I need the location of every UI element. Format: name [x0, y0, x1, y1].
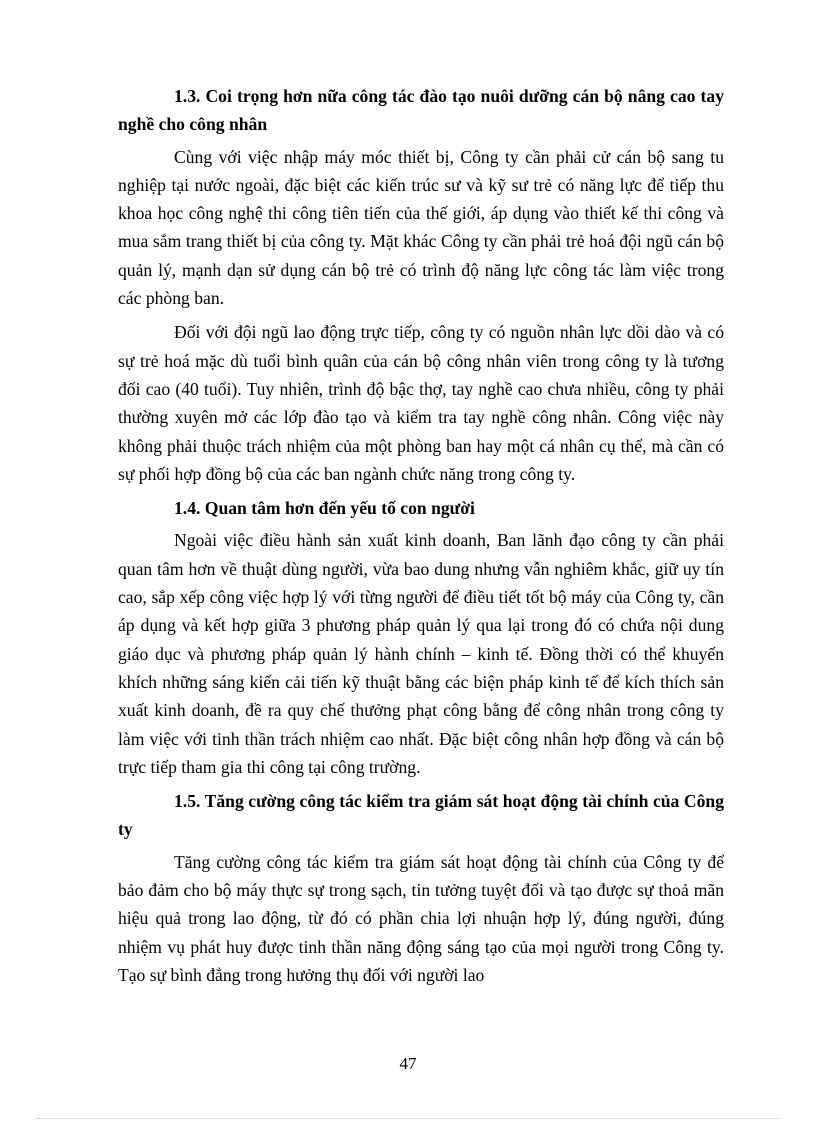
section-1-4	[118, 494, 724, 781]
section-1-3	[118, 82, 724, 488]
section-heading: 1.4. Quan tâm hơn đến yếu tố con người	[174, 498, 475, 519]
section-heading: 1.3. Coi trọng hơn nữa công tác đào tạo nuôi dưỡng cán bộ nâng cao tay nghề cho công nhân	[118, 86, 724, 135]
paragraph: Đối với đội ngũ lao động trực tiếp, công ty có nguồn nhân lực dồi dào và có sự trẻ hoá mặc dù tuổi bình quân của cán bộ công nhân viên trong công ty là tương đối cao (40 tuổi). Tuy nhiên, trình độ bậc thợ, tay nghề cao chưa nhiều, công ty phải thường xuyên mở các lớp đào tạo và kiểm tra tay nghề công nhân. Công việc này không phải thuộc trách nhiệm của một phòng ban hay một cá nhân cụ thể, mà cần có sự phối hợp đồng bộ của các ban ngành chức năng trong công ty.	[118, 322, 724, 484]
paragraph: Cùng với việc nhập máy móc thiết bị, Công ty cần phải cử cán bộ sang tu nghiệp tại nước ngoài, đặc biệt các kiến trúc sư và kỹ sư trẻ có năng lực để tiếp thu khoa học công nghệ thi công tiên tiến của thế giới, áp dụng vào thiết kế thi công và mua sắm trang thiết bị của công ty. Mặt khác Công ty cần phải trẻ hoá đội ngũ cán bộ quản lý, mạnh dạn sử dụng cán bộ trẻ có trình độ năng lực công tác làm việc trong các phòng ban.	[118, 146, 724, 309]
paragraph: Ngoài việc điều hành sản xuất kinh doanh, Ban lãnh đạo công ty cần phải quan tâm hơn về thuật dùng người, vừa bao dung nhưng vẫn nghiêm khắc, giữ uy tín cao, sắp xếp công việc hợp lý với từng người để điều tiết tốt bộ máy của Công ty, cần áp dụng và kết hợp giữa 3 phương pháp quản lý qua lại trong đó có chứa nội dung giáo dục và phương pháp quản lý hành chính – kinh tế. Đồng thời có thể khuyến khích những sáng kiến cải tiến kỹ thuật bằng các biện pháp kinh tế để kích thích sản xuất kinh doanh, đề ra quy chế thưởng phạt công bằng để công nhân trong công ty làm việc với tinh thần trách nhiệm cao nhất. Đặc biệt công nhân hợp đồng và cán bộ trực tiếp tham gia thi công tại công trường.	[118, 530, 724, 777]
document-page	[118, 82, 724, 995]
paragraph: Tăng cường công tác kiểm tra giám sát hoạt động tài chính của Công ty để bảo đảm cho bộ máy thực sự trong sạch, tin tưởng tuyệt đối và tạo được sự thoả mãn hiệu quả trong lao động, từ đó có phần chia lợi nhuận hợp lý, đúng người, đúng nhiệm vụ phát huy được tinh thần năng động sáng tạo của mọi người trong Công ty. Tạo sự bình đẳng trong hưởng thụ đối với người lao	[118, 851, 724, 985]
section-heading: 1.5. Tăng cường công tác kiểm tra giám sát hoạt động tài chính của Công ty	[118, 791, 724, 840]
page-number: 47	[399, 1054, 417, 1073]
footer-divider	[36, 1118, 780, 1119]
section-1-5	[118, 787, 724, 989]
